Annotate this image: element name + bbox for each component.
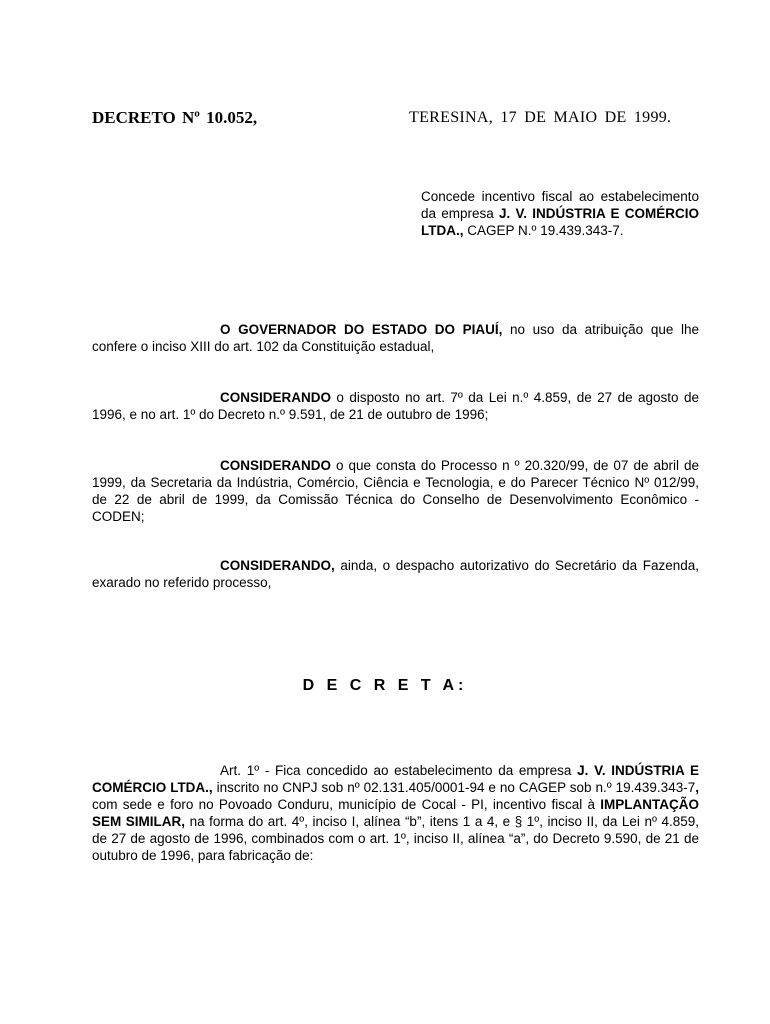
considerando-label: CONSIDERANDO, bbox=[220, 558, 335, 573]
considerando-text: o disposto no art. 7º da Lei n.º 4.859, de 27 de agosto de 1996, e no art. 1º do Decreto n.º 9.591, de 21 de outubro de 1996; bbox=[92, 390, 699, 422]
article-1-comma: , bbox=[695, 780, 699, 795]
ementa-company: J. V. INDÚSTRIA E COMÉRCIO LTDA., bbox=[421, 206, 699, 238]
preamble-text: no uso da atribuição que lhe confere o inciso XIII do art. 102 da Constituição estadual, bbox=[92, 322, 699, 354]
considerando-2 bbox=[92, 457, 699, 525]
ementa-cagep: CAGEP N.º 19.439.343-7. bbox=[463, 223, 624, 238]
considerando-text: o que consta do Processo n º 20.320/99, de 07 de abril de 1999, da Secretaria da Indústria, Comércio, Ciência e Tecnologia, e do Parecer Técnico Nº 012/99, de 22 de abril de 1999, da Comissão Técnica do Conselho de Desenvolvimento Econômico - CODEN; bbox=[92, 458, 699, 524]
article-1-registration: inscrito no CNPJ sob nº 02.131.405/0001-94 e no CAGEP sob n.º 19.439.343-7 bbox=[212, 780, 696, 795]
considerando-3 bbox=[92, 557, 699, 591]
considerando-label: CONSIDERANDO bbox=[220, 390, 332, 405]
article-1-location: com sede e foro no Povoado Conduru, município de Cocal - PI, incentivo fiscal à bbox=[92, 797, 601, 812]
preamble bbox=[92, 321, 699, 355]
ementa bbox=[421, 188, 699, 239]
article-1-intro: Art. 1º - Fica concedido ao estabelecimento da empresa bbox=[220, 763, 578, 778]
article-1-modality: IMPLANTAÇÃO SEM SIMILAR, bbox=[92, 797, 699, 829]
place-and-date: TERESINA, 17 DE MAIO DE 1999. bbox=[409, 109, 672, 126]
considerando-text: ainda, o despacho autorizativo do Secretário da Fazenda, exarado no referido processo, bbox=[92, 558, 699, 590]
considerando-1 bbox=[92, 389, 699, 423]
article-1-legal-basis: na forma do art. 4º, inciso I, alínea “b”, itens 1 a 4, e § 1º, inciso II, da Lei nº 4.859, de 27 de agosto de 1996, combinados com o art. 1º, inciso II, alínea “a”, do Decreto 9.590, de 21 de outubro de 1996, para fabricação de: bbox=[92, 814, 699, 863]
decreta-heading: D E C R E T A: bbox=[302, 677, 468, 694]
preamble-authority: O GOVERNADOR DO ESTADO DO PIAUÍ, bbox=[220, 322, 503, 337]
ementa-text: Concede incentivo fiscal ao estabelecimento da empresa bbox=[421, 189, 699, 221]
article-1-company: J. V. INDÚSTRIA E COMÉRCIO LTDA., bbox=[92, 763, 700, 795]
decree-number: DECRETO Nº 10.052, bbox=[92, 108, 258, 127]
article-1 bbox=[92, 762, 699, 864]
considerando-label: CONSIDERANDO bbox=[220, 458, 332, 473]
